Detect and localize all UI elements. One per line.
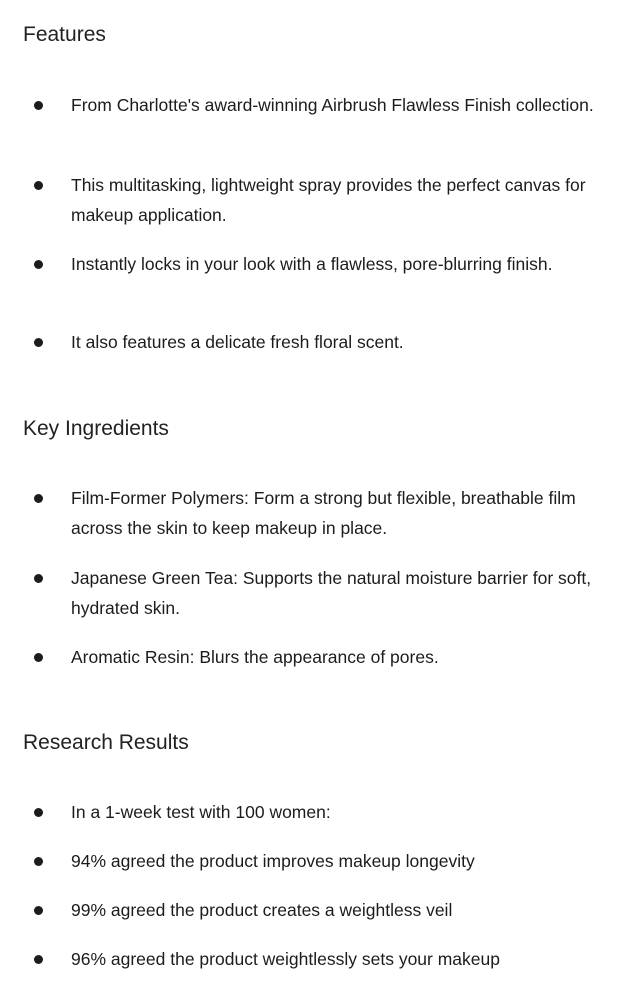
bullet-icon — [34, 101, 43, 110]
research-results-item-text: 94% agreed the product improves makeup longevity — [71, 851, 475, 871]
features-item-text: This multitasking, lightweight spray provides the perfect canvas for makeup application. — [71, 175, 586, 225]
key-ingredients-item-text: Japanese Green Tea: Supports the natural moisture barrier for soft, hydrated skin. — [71, 568, 592, 618]
bullet-icon — [34, 494, 43, 503]
research-results-heading: Research Results — [23, 731, 189, 754]
bullet-icon — [34, 338, 43, 347]
key-ingredients-heading: Key Ingredients — [23, 417, 169, 440]
bullet-icon — [34, 574, 43, 583]
bullet-icon — [34, 955, 43, 964]
bullet-icon — [34, 181, 43, 190]
features-item-text: It also features a delicate fresh floral scent. — [71, 332, 404, 352]
features-heading: Features — [23, 23, 106, 46]
bullet-icon — [34, 260, 43, 269]
key-ingredients-item-text: Film-Former Polymers: Form a strong but flexible, breathable film across the skin to keep makeup in place. — [71, 488, 576, 538]
research-results-item-text: 96% agreed the product weightlessly sets your makeup — [71, 949, 500, 969]
bullet-icon — [34, 808, 43, 817]
key-ingredients-item-text: Aromatic Resin: Blurs the appearance of pores. — [71, 647, 439, 667]
bullet-icon — [34, 857, 43, 866]
bullet-icon — [34, 653, 43, 662]
research-results-item-text: In a 1-week test with 100 women: — [71, 802, 331, 822]
bullet-icon — [34, 906, 43, 915]
research-results-item-text: 99% agreed the product creates a weightless veil — [71, 900, 453, 920]
features-item-text: Instantly locks in your look with a flawless, pore-blurring finish. — [71, 254, 553, 274]
features-item-text: From Charlotte's award-winning Airbrush Flawless Finish collection. — [71, 95, 594, 115]
